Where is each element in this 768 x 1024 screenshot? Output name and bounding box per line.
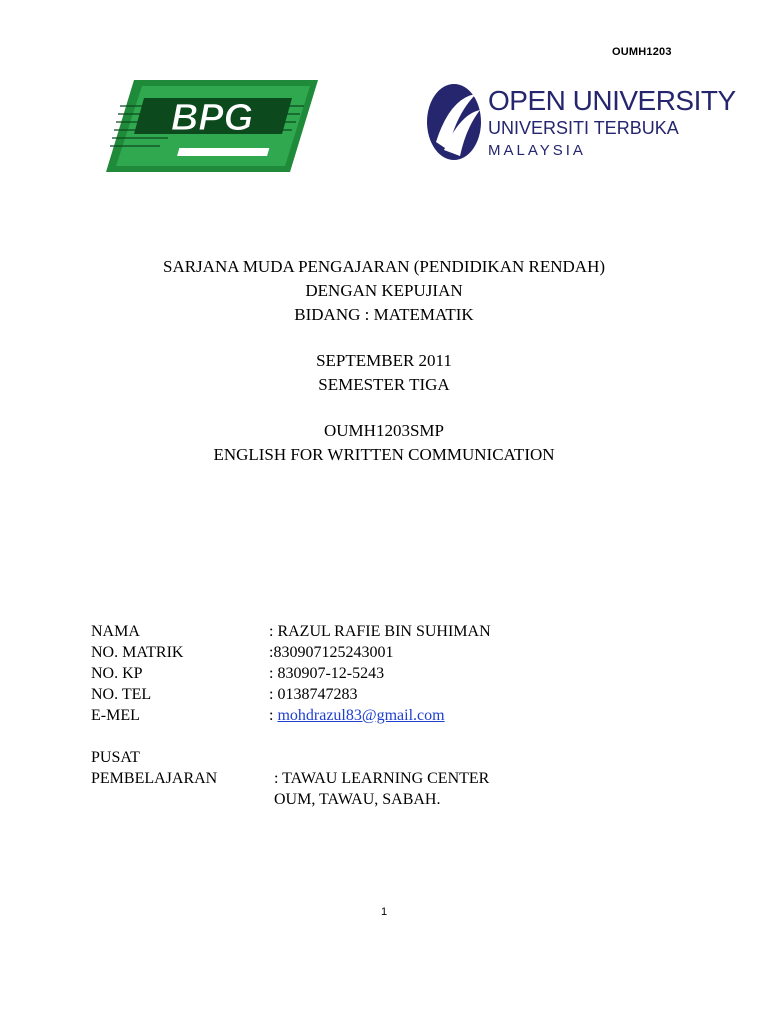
open-university-logo <box>426 80 736 162</box>
session-date: SEPTEMBER 2011 <box>316 351 452 370</box>
email-link[interactable]: mohdrazul83@gmail.com <box>277 707 445 724</box>
bpg-logo <box>104 76 320 176</box>
page-number: 1 <box>380 906 388 918</box>
tel-label: NO. TEL <box>91 686 152 703</box>
matrik-value: :830907125243001 <box>269 644 394 661</box>
programme-field: BIDANG : MATEMATIK <box>294 305 474 324</box>
email-label: E-MEL <box>91 707 140 724</box>
info-row-kp <box>91 663 491 684</box>
pusat-label-line2: PEMBELAJARAN <box>91 770 218 787</box>
programme-honours: DENGAN KEPUJIAN <box>305 281 463 300</box>
course-code: OUMH1203SMP <box>324 421 444 440</box>
nama-label: NAMA <box>91 623 140 640</box>
pusat-value-line2: OUM, TAWAU, SABAH. <box>274 791 441 808</box>
header-course-code: OUMH1203 <box>612 46 672 58</box>
matrik-label: NO. MATRIK <box>91 644 184 661</box>
info-row-nama <box>91 621 491 642</box>
svg-text:BPG: BPG <box>170 97 254 139</box>
kp-value: : 830907-12-5243 <box>269 665 385 682</box>
svg-text:MALAYSIA: MALAYSIA <box>488 142 586 159</box>
info-row-email <box>91 705 491 726</box>
programme-title: SARJANA MUDA PENGAJARAN (PENDIDIKAN RENDAH) <box>162 257 606 276</box>
nama-value: : RAZUL RAFIE BIN SUHIMAN <box>269 623 491 640</box>
course-name: ENGLISH FOR WRITTEN COMMUNICATION <box>213 445 555 464</box>
email-colon: : <box>269 707 278 724</box>
kp-label: NO. KP <box>91 665 143 682</box>
pusat-row-2 <box>91 768 489 789</box>
info-row-tel <box>91 684 491 705</box>
pusat-row-1 <box>91 747 489 768</box>
email-value-wrapper <box>269 705 445 726</box>
pusat-row-3 <box>91 789 489 810</box>
student-info <box>91 621 491 726</box>
svg-text:UNIVERSITI TERBUKA: UNIVERSITI TERBUKA <box>488 118 679 138</box>
semester: SEMESTER TIGA <box>318 375 450 394</box>
svg-text:OPEN UNIVERSITY: OPEN UNIVERSITY <box>488 85 736 116</box>
info-row-matrik <box>91 642 491 663</box>
pusat-value-line1: : TAWAU LEARNING CENTER <box>274 770 490 787</box>
tel-value: : 0138747283 <box>269 686 358 703</box>
pusat-label-line1: PUSAT <box>91 749 140 766</box>
learning-centre-info <box>91 747 489 810</box>
title-block <box>0 255 768 467</box>
